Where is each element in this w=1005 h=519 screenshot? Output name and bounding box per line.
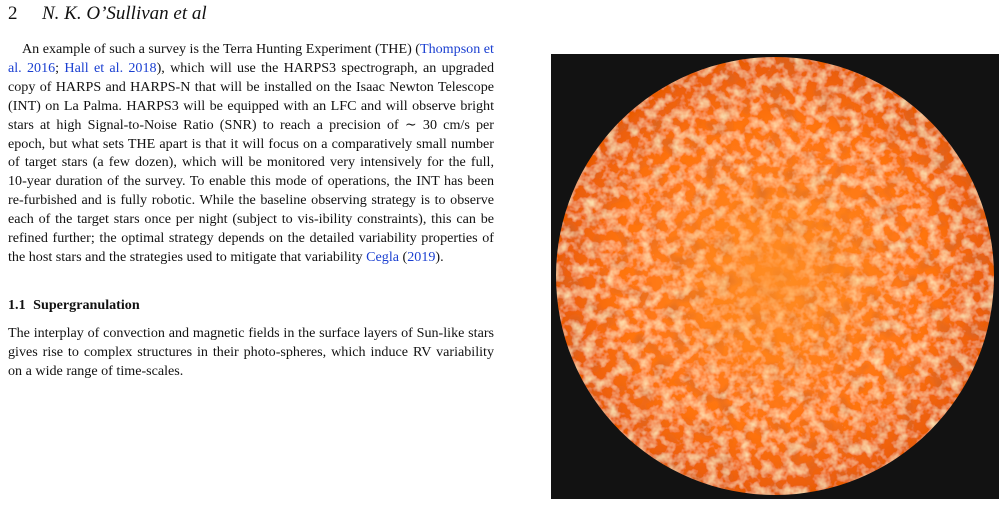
- solar-disk-image: [551, 54, 999, 499]
- solar-disk-figure: [551, 54, 999, 499]
- para1-text-5: ).: [435, 248, 444, 265]
- citation-thompson-2016[interactable]: Thompson et al. 2016: [8, 41, 494, 76]
- citation-hall-2018[interactable]: Hall et al. 2018: [64, 59, 157, 76]
- page-number: 2: [8, 3, 18, 24]
- section-heading: [8, 297, 494, 314]
- left-column: [8, 40, 494, 381]
- para1-text-3: ), which will use the HARPS3 spectrograph, an upgraded copy of HARPS and HARPS-N that will be installed on the Isaac Newton Telescope (INT) on La Palma. HARPS3 will be equipped with an LFC and will observe bright stars at high Signal-to-Noise Ratio (SNR) to reach a precision of ∼ 30 cm/s per epoch, but what sets THE apart is that it will focus on a comparatively small number of target stars (a few dozen), which will be monitored very intensively for the full, 10-year duration of the survey. To enable this mode of operations, the INT has been re-furbished and is fully robotic. While the baseline observing strategy is to observe each of the target stars once per night (subject to vis-ibility constraints), this can be refined further; the optimal strategy depends on the detailed variability properties of the host stars and the strategies used to mitigate that variability: [8, 59, 495, 265]
- para1-text-4: (: [399, 248, 408, 265]
- citation-cegla-name[interactable]: Cegla: [366, 248, 400, 265]
- paragraph-the-survey: [8, 40, 494, 267]
- section-number: 1.1: [8, 296, 26, 313]
- section-title: Supergranulation: [33, 296, 140, 313]
- citation-cegla-year[interactable]: 2019: [407, 248, 436, 265]
- page-header: [8, 3, 207, 25]
- running-head: N. K. O’Sullivan et al: [42, 3, 207, 24]
- para1-text-2: ;: [55, 59, 65, 76]
- paragraph-supergranulation: The interplay of convection and magnetic fields in the surface layers of Sun-like stars gives rise to complex structures in their photo-spheres, which induce RV variability on a wide range of time-scales.: [8, 324, 494, 379]
- para1-text-1: An example of such a survey is the Terra Hunting Experiment (THE) (: [22, 41, 420, 57]
